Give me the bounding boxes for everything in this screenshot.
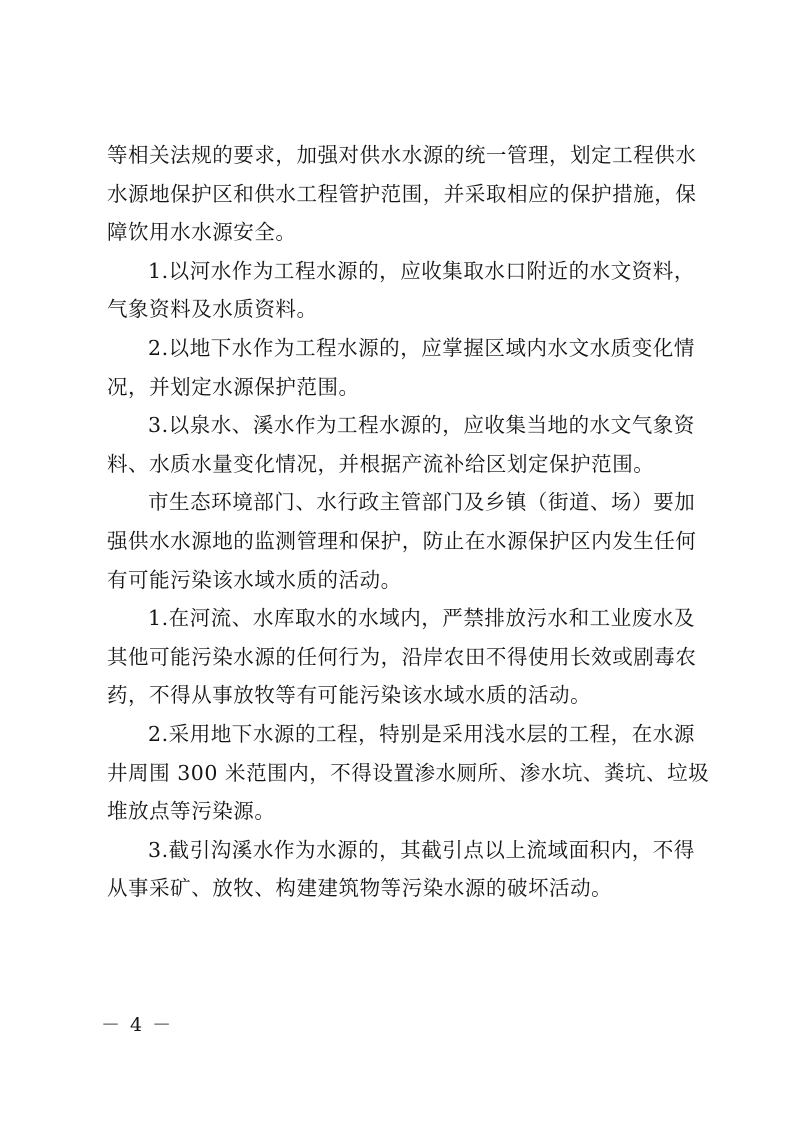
text-line-11: 强供水水源地的监测管理和保护，防止在水源保护区内发生任何	[107, 528, 697, 553]
text-line-9: 料、水质水量变化情况，并根据产流补给区划定保护范围。	[107, 451, 655, 476]
body-text	[107, 136, 710, 908]
text-line-10: 市生态环境部门、水行政主管部门及乡镇（街道、场）要加	[148, 490, 696, 515]
text-line-20: 从事采矿、放牧、构建建筑物等污染水源的破坏活动。	[107, 876, 613, 901]
text-line-4: 1.以河水作为工程水源的，应收集取水口附近的水文资料，	[148, 258, 695, 283]
text-line-17: 井周围 300 米范围内，不得设置渗水厕所、渗水坑、粪坑、垃圾	[107, 760, 710, 785]
text-line-7: 况，并划定水源保护范围。	[107, 374, 360, 399]
text-line-8: 3.以泉水、溪水作为工程水源的，应收集当地的水文气象资	[148, 413, 695, 438]
text-line-18: 堆放点等污染源。	[107, 799, 276, 824]
text-line-19: 3.截引沟溪水作为水源的，其截引点以上流域面积内，不得	[148, 837, 695, 862]
text-line-3: 障饮用水水源安全。	[107, 220, 297, 245]
text-line-5: 气象资料及水质资料。	[107, 297, 318, 322]
text-line-1: 等相关法规的要求，加强对供水水源的统一管理，划定工程供水	[107, 143, 697, 167]
text-line-2: 水源地保护区和供水工程管护范围，并采取相应的保护措施，保	[107, 181, 697, 206]
text-line-16: 2.采用地下水源的工程，特别是采用浅水层的工程，在水源	[148, 721, 695, 746]
text-line-12: 有可能污染该水域水质的活动。	[107, 567, 402, 592]
text-line-13: 1.在河流、水库取水的水域内，严禁排放污水和工业废水及	[148, 606, 695, 631]
text-line-6: 2.以地下水作为工程水源的，应掌握区域内水文水质变化情	[148, 335, 695, 360]
text-line-14: 其他可能污染水源的任何行为，沿岸农田不得使用长效或剧毒农	[107, 644, 697, 669]
text-line-15: 药，不得从事放牧等有可能污染该水域水质的活动。	[107, 683, 592, 708]
page-number: － 4 －	[101, 1014, 174, 1036]
